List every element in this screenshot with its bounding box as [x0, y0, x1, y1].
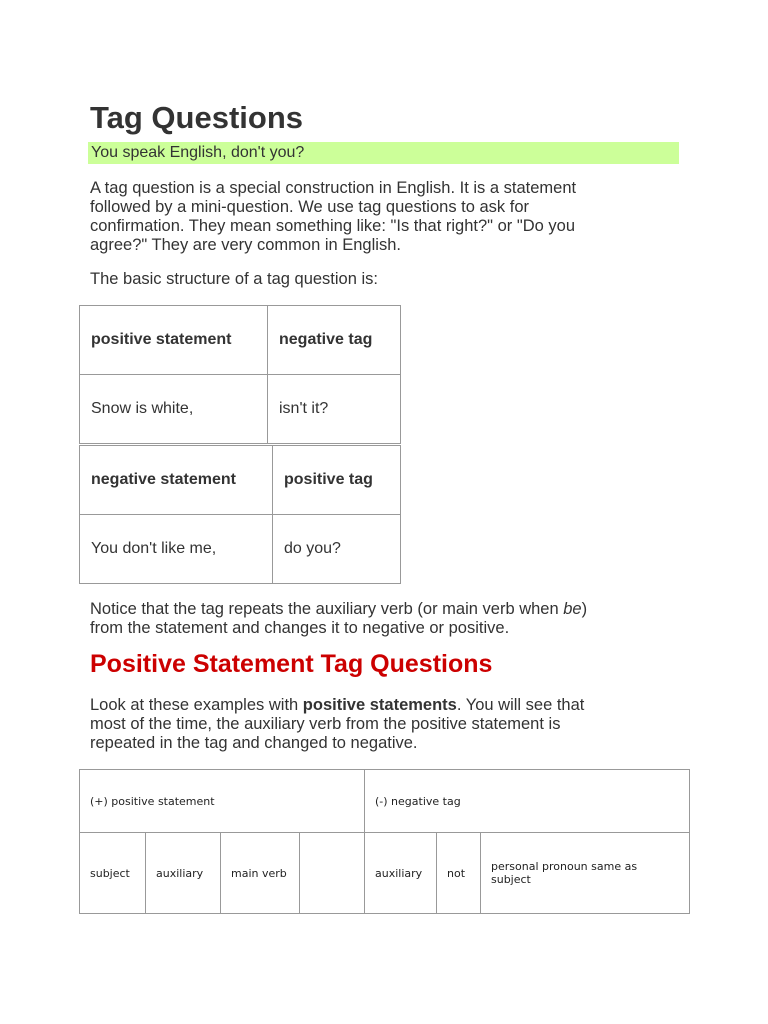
- section-intro-line-3: repeated in the tag and changed to negative.: [90, 734, 418, 752]
- section-heading: Positive Statement Tag Questions: [90, 650, 493, 678]
- table-row: [80, 375, 401, 444]
- col-auxiliary-tag: auxiliary: [365, 833, 437, 914]
- intro-line-3: confirmation. They mean something like: "Is that right?" or "Do you: [90, 217, 575, 235]
- col-main-verb: main verb: [221, 833, 300, 914]
- notice-paragraph: [90, 600, 690, 638]
- negative-tag-header: negative tag: [268, 306, 401, 375]
- positive-example: Snow is white,: [80, 375, 268, 444]
- structure-table-positive: [79, 305, 401, 444]
- col-not: not: [437, 833, 481, 914]
- col-empty: [300, 833, 365, 914]
- notice-part-1: Notice that the tag repeats the auxiliary verb (or main verb when: [90, 600, 564, 618]
- negative-tag-header: (-) negative tag: [365, 770, 690, 833]
- intro-line-2: followed by a mini-question. We use tag questions to ask for: [90, 198, 530, 216]
- col-auxiliary: auxiliary: [146, 833, 221, 914]
- table-row: [80, 446, 401, 515]
- page-title: Tag Questions: [90, 100, 304, 135]
- section-intro: [90, 696, 690, 753]
- col-subject: subject: [80, 833, 146, 914]
- notice-italic: be: [563, 600, 582, 618]
- intro-paragraph: [90, 179, 690, 255]
- positive-statement-table: [79, 769, 690, 914]
- negative-statement-header: negative statement: [80, 446, 273, 515]
- positive-tag-example: do you?: [273, 515, 401, 584]
- table-row: [80, 515, 401, 584]
- table-row: [80, 833, 690, 914]
- section-intro-part-1: Look at these examples with: [90, 696, 303, 714]
- structure-table-negative: [79, 445, 401, 584]
- section-intro-line-2: most of the time, the auxiliary verb from the positive statement is: [90, 715, 561, 733]
- positive-statement-header: (+) positive statement: [80, 770, 365, 833]
- notice-line-2: from the statement and changes it to negative or positive.: [90, 619, 510, 637]
- positive-statement-header: positive statement: [80, 306, 268, 375]
- structure-intro: The basic structure of a tag question is:: [90, 270, 378, 288]
- section-intro-part-2: . You will see that: [456, 696, 585, 714]
- negative-tag-example: isn't it?: [268, 375, 401, 444]
- negative-example: You don't like me,: [80, 515, 273, 584]
- notice-part-2: ): [581, 600, 588, 618]
- intro-line-4: agree?" They are very common in English.: [90, 236, 401, 254]
- col-personal-pronoun: personal pronoun same as subject: [481, 833, 690, 914]
- intro-line-1: A tag question is a special construction in English. It is a statement: [90, 179, 577, 197]
- table-row: [80, 770, 690, 833]
- positive-tag-header: positive tag: [273, 446, 401, 515]
- subtitle-highlight: You speak English, don't you?: [88, 142, 679, 164]
- table-row: [80, 306, 401, 375]
- section-intro-bold: positive statements: [302, 696, 457, 714]
